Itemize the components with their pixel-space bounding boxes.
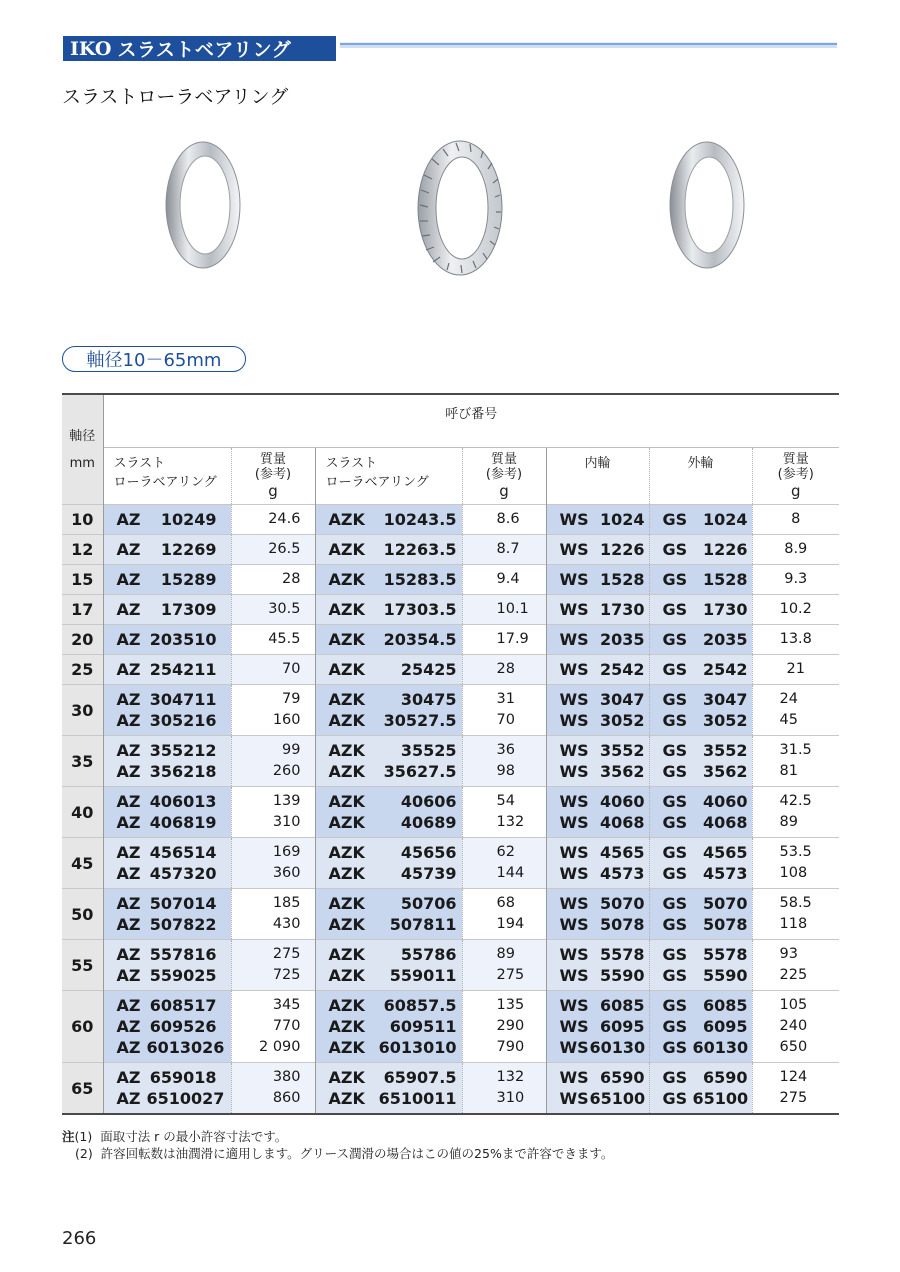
ring-mass: 21 xyxy=(752,655,839,685)
shaft-diameter: 25 xyxy=(62,655,103,685)
section-title: スラストベアリング xyxy=(117,39,292,61)
table-row xyxy=(62,655,839,685)
ring-mass: 8 xyxy=(752,505,839,535)
ring-mass: 13.8 xyxy=(752,625,839,655)
outer-ring-designation: GS 1226 xyxy=(649,535,752,565)
iko-logo: IKO xyxy=(70,37,112,60)
shaft-diameter: 10 xyxy=(62,505,103,535)
ring-mass: 9.3 xyxy=(752,565,839,595)
shaft-diameter: 40 xyxy=(62,787,103,838)
ring-mass: 10.2 xyxy=(752,595,839,625)
az-mass: 24.6 xyxy=(231,505,315,535)
inner-ring-designation: WS 1226 xyxy=(546,535,649,565)
ring-mass: 53.5 108 xyxy=(752,838,839,889)
outer-ring-designation: GS 6590 GS 65100 xyxy=(649,1063,752,1115)
outer-ring-designation: GS 1730 xyxy=(649,595,752,625)
inner-ring-designation: WS 3047 WS 3052 xyxy=(546,685,649,736)
shaft-header: 軸径 mm xyxy=(62,394,103,505)
outer-ring-designation: GS 6085 GS 6095 GS 60130 xyxy=(649,991,752,1063)
table-row xyxy=(62,940,839,991)
az-mass: 139 310 xyxy=(231,787,315,838)
azk-mass: 8.7 xyxy=(462,535,546,565)
table-row xyxy=(62,736,839,787)
needle-cage-ring-icon xyxy=(410,135,510,281)
az-mass-header: 質量 (参考) g xyxy=(231,448,315,505)
brand-header xyxy=(63,36,336,61)
az-mass: 99 260 xyxy=(231,736,315,787)
inner-ring-designation: WS 4565 WS 4573 xyxy=(546,838,649,889)
azk-mass: 68 194 xyxy=(462,889,546,940)
az-mass: 345 770 2 090 xyxy=(231,991,315,1063)
header-rule xyxy=(340,42,837,48)
outer-ring-designation: GS 5070 GS 5078 xyxy=(649,889,752,940)
shaft-diameter: 15 xyxy=(62,565,103,595)
inner-ring-designation: WS 1730 xyxy=(546,595,649,625)
az-designation: AZ 507014 AZ 507822 xyxy=(103,889,231,940)
azk-mass: 36 98 xyxy=(462,736,546,787)
az-designation: AZ 17309 xyxy=(103,595,231,625)
az-designation: AZ 254211 xyxy=(103,655,231,685)
az-mass: 275 725 xyxy=(231,940,315,991)
az-designation: AZ 406013 AZ 406819 xyxy=(103,787,231,838)
azk-designation: AZK 10243.5 xyxy=(315,505,462,535)
azk-mass: 9.4 xyxy=(462,565,546,595)
footnotes xyxy=(62,1128,613,1162)
table-row xyxy=(62,1063,839,1115)
az-mass: 26.5 xyxy=(231,535,315,565)
azk-mass: 132 310 xyxy=(462,1063,546,1115)
shaft-diameter: 35 xyxy=(62,736,103,787)
azk-designation: AZK 45656 AZK 45739 xyxy=(315,838,462,889)
shaft-diameter: 55 xyxy=(62,940,103,991)
designation-header: 呼び番号 xyxy=(103,394,839,448)
az-designation: AZ 659018 AZ 6510027 xyxy=(103,1063,231,1115)
az-designation: AZ 203510 xyxy=(103,625,231,655)
shaft-diameter: 50 xyxy=(62,889,103,940)
azk-mass: 135 290 790 xyxy=(462,991,546,1063)
az-designation: AZ 355212 AZ 356218 xyxy=(103,736,231,787)
table-row xyxy=(62,838,839,889)
az-mass: 169 360 xyxy=(231,838,315,889)
az-mass: 380 860 xyxy=(231,1063,315,1115)
az-header: スラスト ローラベアリング xyxy=(103,448,231,505)
page-number: 266 xyxy=(62,1228,97,1249)
azk-designation: AZK 40606 AZK 40689 xyxy=(315,787,462,838)
inner-ring-designation: WS 1528 xyxy=(546,565,649,595)
azk-mass: 17.9 xyxy=(462,625,546,655)
washer-ring-icon xyxy=(662,135,752,275)
table-row xyxy=(62,595,839,625)
table-row xyxy=(62,787,839,838)
table-row xyxy=(62,991,839,1063)
outer-ring-header: 外輪 xyxy=(649,448,752,505)
az-mass: 45.5 xyxy=(231,625,315,655)
az-designation: AZ 15289 xyxy=(103,565,231,595)
azk-designation: AZK 50706 AZK 507811 xyxy=(315,889,462,940)
outer-ring-designation: GS 1528 xyxy=(649,565,752,595)
azk-mass: 54 132 xyxy=(462,787,546,838)
table-row xyxy=(62,535,839,565)
az-mass: 30.5 xyxy=(231,595,315,625)
ring-mass-header: 質量 (参考) g xyxy=(777,452,814,500)
inner-ring-designation: WS 2035 xyxy=(546,625,649,655)
outer-ring-designation: GS 4565 GS 4573 xyxy=(649,838,752,889)
inner-ring-designation: WS 5070 WS 5078 xyxy=(546,889,649,940)
azk-designation: AZK 15283.5 xyxy=(315,565,462,595)
shaft-diameter: 30 xyxy=(62,685,103,736)
ring-mass: 58.5 118 xyxy=(752,889,839,940)
outer-ring-designation: GS 2035 xyxy=(649,625,752,655)
azk-mass: 8.6 xyxy=(462,505,546,535)
inner-ring-designation: WS 3552 WS 3562 xyxy=(546,736,649,787)
azk-designation: AZK 60857.5 AZK 609511 AZK 6013010 xyxy=(315,991,462,1063)
azk-mass: 89 275 xyxy=(462,940,546,991)
inner-ring-header: 内輪 xyxy=(546,448,649,505)
az-designation: AZ 10249 xyxy=(103,505,231,535)
shaft-diameter: 65 xyxy=(62,1063,103,1115)
inner-ring-designation: WS 5578 WS 5590 xyxy=(546,940,649,991)
azk-designation: AZK 65907.5 AZK 6510011 xyxy=(315,1063,462,1115)
ring-mass: 93 225 xyxy=(752,940,839,991)
azk-mass: 62 144 xyxy=(462,838,546,889)
outer-ring-designation: GS 5578 GS 5590 xyxy=(649,940,752,991)
ring-mass: 105 240 650 xyxy=(752,991,839,1063)
ring-mass: 8.9 xyxy=(752,535,839,565)
outer-ring-designation: GS 3047 GS 3052 xyxy=(649,685,752,736)
azk-mass: 10.1 xyxy=(462,595,546,625)
azk-designation: AZK 20354.5 xyxy=(315,625,462,655)
azk-designation: AZK 35525 AZK 35627.5 xyxy=(315,736,462,787)
ring-mass: 42.5 89 xyxy=(752,787,839,838)
outer-ring-designation: GS 4060 GS 4068 xyxy=(649,787,752,838)
footnote-1: 注(1) 面取寸法 r の最小許容寸法です。 xyxy=(62,1129,288,1144)
az-mass: 185 430 xyxy=(231,889,315,940)
azk-designation: AZK 55786 AZK 559011 xyxy=(315,940,462,991)
inner-ring-designation: WS 6590 WS65100 xyxy=(546,1063,649,1115)
azk-designation: AZK 25425 xyxy=(315,655,462,685)
shaft-diameter: 20 xyxy=(62,625,103,655)
az-designation: AZ 557816 AZ 559025 xyxy=(103,940,231,991)
shaft-diameter: 12 xyxy=(62,535,103,565)
shaft-diameter: 45 xyxy=(62,838,103,889)
footnote-2: (2) 許容回転数は油潤滑に適用します。グリース潤滑の場合はこの値の25%まで許容できます。 xyxy=(75,1146,614,1161)
inner-ring-designation: WS 4060 WS 4068 xyxy=(546,787,649,838)
azk-header: スラスト ローラベアリング xyxy=(315,448,462,505)
inner-ring-designation: WS 2542 xyxy=(546,655,649,685)
az-designation: AZ 608517 AZ 609526 AZ 6013026 xyxy=(103,991,231,1063)
shaft-diameter: 60 xyxy=(62,991,103,1063)
azk-mass: 28 xyxy=(462,655,546,685)
ring-mass: 31.5 81 xyxy=(752,736,839,787)
outer-ring-designation: GS 1024 xyxy=(649,505,752,535)
azk-designation: AZK 30475 AZK 30527.5 xyxy=(315,685,462,736)
outer-ring-designation: GS 2542 xyxy=(649,655,752,685)
azk-designation: AZK 17303.5 xyxy=(315,595,462,625)
az-mass: 79 160 xyxy=(231,685,315,736)
spec-table-body xyxy=(62,505,839,1115)
azk-mass-header: 質量 (参考) g xyxy=(462,448,546,505)
az-mass: 28 xyxy=(231,565,315,595)
table-row xyxy=(62,505,839,535)
az-designation: AZ 12269 xyxy=(103,535,231,565)
shaft-diameter: 17 xyxy=(62,595,103,625)
az-designation: AZ 456514 AZ 457320 xyxy=(103,838,231,889)
page-subtitle: スラストローラベアリング xyxy=(62,86,289,108)
outer-ring-designation: GS 3552 GS 3562 xyxy=(649,736,752,787)
inner-ring-designation: WS 6085 WS 6095 WS60130 xyxy=(546,991,649,1063)
az-designation: AZ 304711 AZ 305216 xyxy=(103,685,231,736)
table-row xyxy=(62,565,839,595)
table-row xyxy=(62,889,839,940)
table-row xyxy=(62,685,839,736)
washer-ring-icon xyxy=(158,135,248,275)
ring-mass: 124 275 xyxy=(752,1063,839,1115)
az-mass: 70 xyxy=(231,655,315,685)
inner-ring-designation: WS 1024 xyxy=(546,505,649,535)
bearing-spec-table xyxy=(62,393,839,1115)
shaft-range-badge: 軸径10－65mm xyxy=(62,346,246,372)
ring-mass: 24 45 xyxy=(752,685,839,736)
azk-designation: AZK 12263.5 xyxy=(315,535,462,565)
azk-mass: 31 70 xyxy=(462,685,546,736)
table-row xyxy=(62,625,839,655)
